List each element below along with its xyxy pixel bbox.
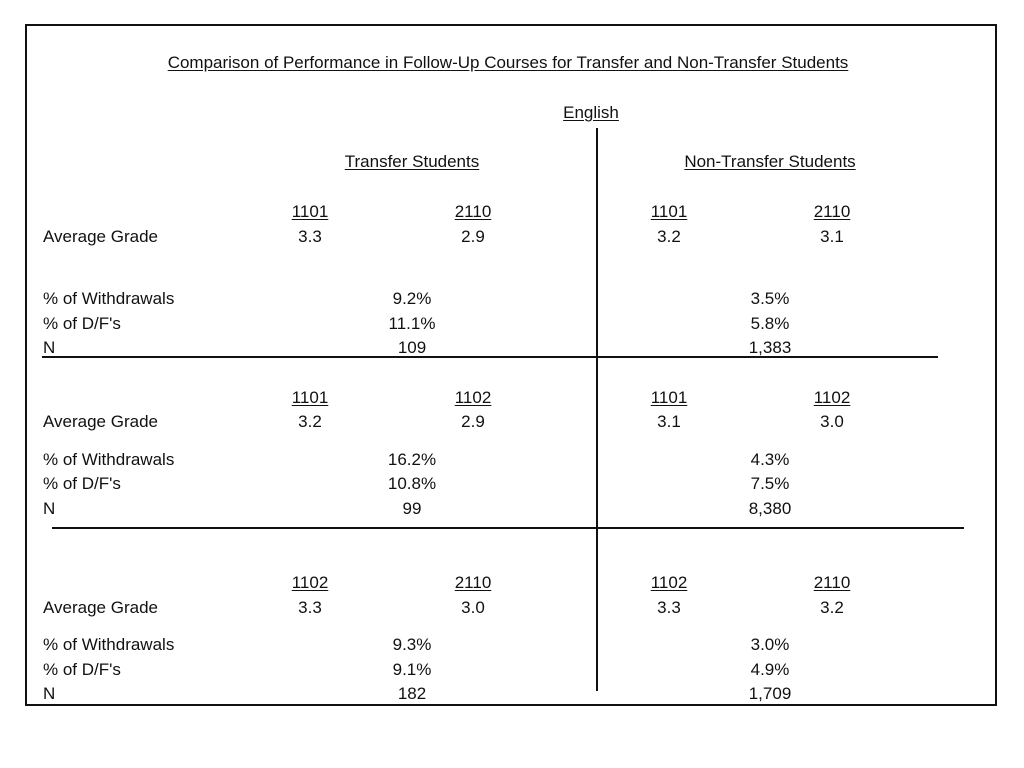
grade-value: 3.2 [657,227,681,246]
df-value: 4.9% [750,660,790,679]
row-label-withdrawals: % of Withdrawals [43,450,175,469]
grade-value: 3.1 [657,412,681,431]
course-header: 1102 [291,573,329,592]
slide-frame [25,24,997,706]
n-value: 1,709 [748,684,792,703]
df-value: 7.5% [750,474,790,493]
course-header: 1102 [813,388,851,407]
row-label-df: % of D/F's [43,660,121,679]
grade-value: 3.0 [461,598,485,617]
row-label-n: N [43,684,56,703]
df-value: 5.8% [750,314,790,333]
course-header: 1102 [650,573,688,592]
df-value: 10.8% [387,474,437,493]
course-header: 1101 [650,202,688,221]
grade-value: 2.9 [461,412,485,431]
row-label-n: N [43,499,56,518]
course-header: 1101 [291,388,329,407]
grade-value: 3.0 [820,412,844,431]
course-header: 2110 [454,573,492,592]
row-label-df: % of D/F's [43,314,121,333]
course-header: 2110 [454,202,492,221]
grade-value: 3.3 [298,598,322,617]
withdrawals-value: 3.5% [750,289,790,308]
df-value: 9.1% [392,660,432,679]
grade-value: 3.2 [298,412,322,431]
grade-value: 3.3 [298,227,322,246]
n-value: 1,383 [748,338,792,357]
withdrawals-value: 9.2% [392,289,432,308]
row-label-withdrawals: % of Withdrawals [43,289,175,308]
subject-heading: English [563,103,619,122]
n-value: 99 [402,499,422,518]
section-divider-1 [42,356,938,358]
group-divider-vertical [596,128,598,691]
course-header: 1102 [454,388,492,407]
page-title: Comparison of Performance in Follow-Up Courses for Transfer and Non-Transfer Students [167,53,849,72]
withdrawals-value: 9.3% [392,635,432,654]
row-label-withdrawals: % of Withdrawals [43,635,175,654]
n-value: 182 [397,684,427,703]
grade-value: 3.2 [820,598,844,617]
course-header: 1101 [291,202,329,221]
n-value: 8,380 [748,499,792,518]
non-transfer-students-heading: Non-Transfer Students [684,152,856,171]
grade-value: 3.3 [657,598,681,617]
withdrawals-value: 3.0% [750,635,790,654]
withdrawals-value: 16.2% [387,450,437,469]
section-divider-2 [52,527,964,529]
grade-value: 3.1 [820,227,844,246]
row-label-average-grade: Average Grade [43,412,158,431]
course-header: 2110 [813,573,851,592]
transfer-students-heading: Transfer Students [344,152,480,171]
n-value: 109 [397,338,427,357]
row-label-df: % of D/F's [43,474,121,493]
row-label-average-grade: Average Grade [43,227,158,246]
withdrawals-value: 4.3% [750,450,790,469]
df-value: 11.1% [388,314,436,333]
row-label-average-grade: Average Grade [43,598,158,617]
grade-value: 2.9 [461,227,485,246]
row-label-n: N [43,338,56,357]
course-header: 1101 [650,388,688,407]
course-header: 2110 [813,202,851,221]
